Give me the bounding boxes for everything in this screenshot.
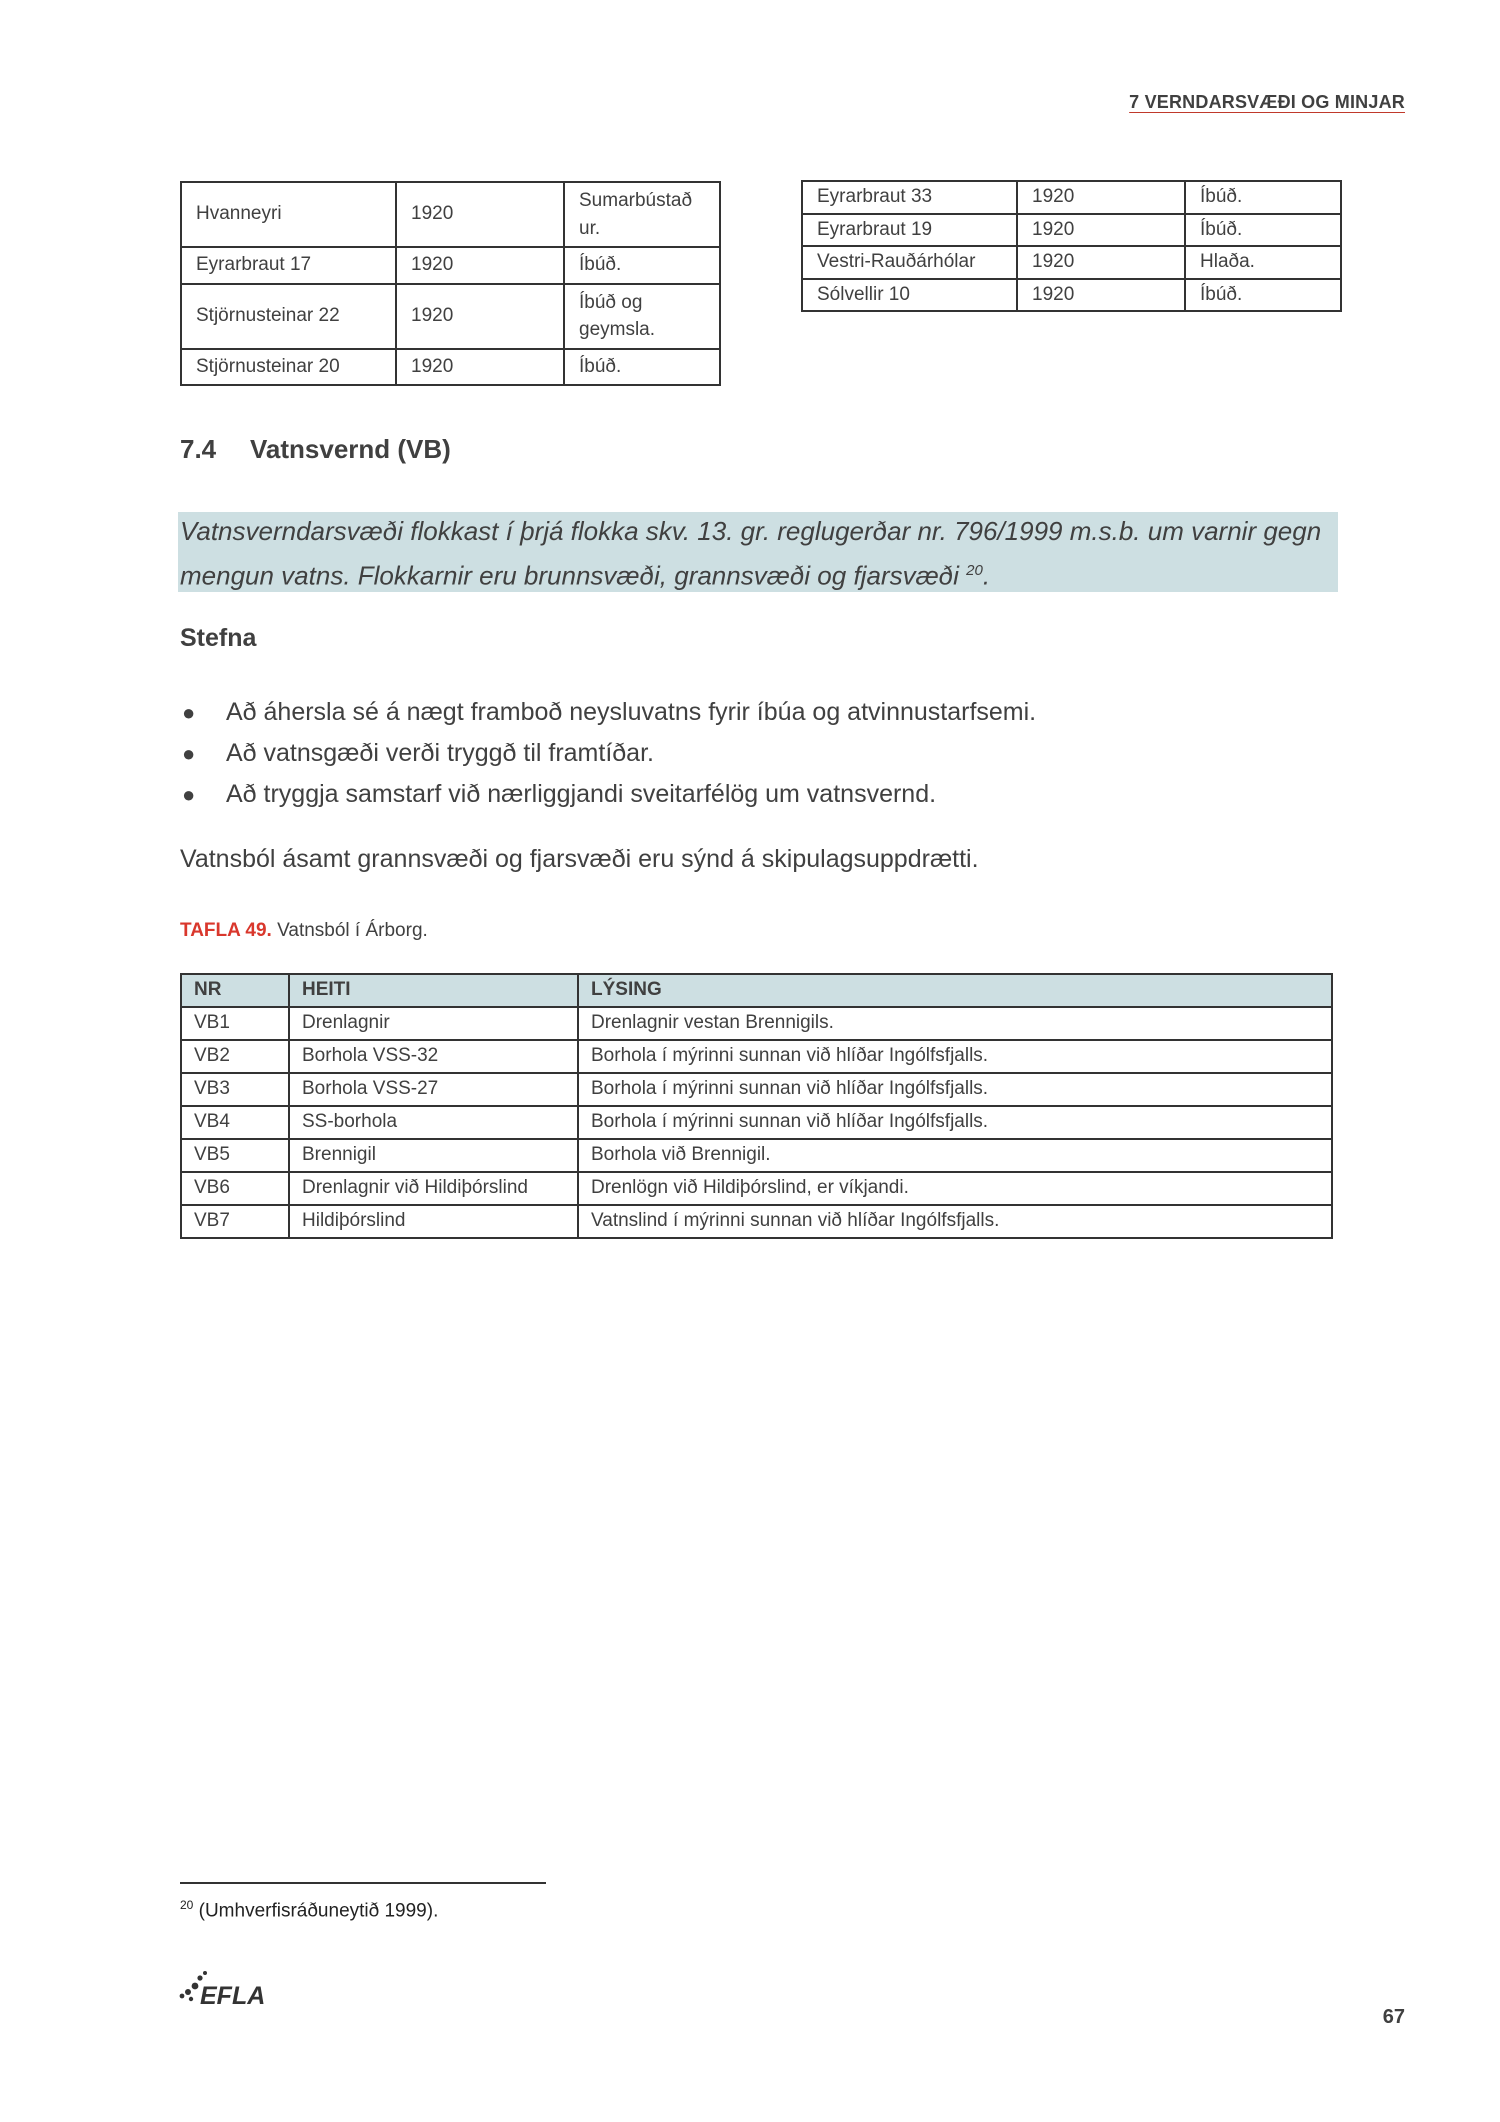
building-year: 1920	[1017, 214, 1185, 247]
logo-text: EFLA	[200, 1982, 266, 2008]
building-year: 1920	[1017, 181, 1185, 214]
building-name: Stjörnusteinar 20	[181, 349, 396, 386]
cell-heiti: Drenlagnir við Hildiþórslind	[289, 1172, 578, 1205]
column-header-heiti: HEITI	[289, 974, 578, 1007]
cell-nr: VB4	[181, 1106, 289, 1139]
highlight-end: .	[982, 560, 991, 591]
list-item	[180, 733, 1036, 774]
page-number: 67	[1382, 2006, 1405, 2028]
list-item	[180, 692, 1036, 733]
cell-lysing: Borhola í mýrinni sunnan við hlíðar Ingólfsfjalls.	[578, 1073, 1332, 1106]
caption-label: TAFLA 49.	[180, 920, 272, 941]
highlight-text: Vatnsverndarsvæði flokkast í þrjá flokka skv. 13. gr. reglugerðar nr. 796/1999 m.s.b. um varnir gegn mengun vatns. Flokkarnir eru brunnsvæði, grannsvæði og fjarsvæði	[180, 516, 1322, 591]
cell-nr: VB7	[181, 1205, 289, 1238]
building-name: Vestri-Rauðárhólar	[802, 246, 1017, 279]
column-header-nr: NR	[181, 974, 289, 1007]
cell-nr: VB3	[181, 1073, 289, 1106]
efla-logo	[178, 1968, 290, 2008]
building-name: Hvanneyri	[181, 182, 396, 247]
buildings-table-right	[801, 180, 1342, 312]
building-use: Sumarbústað ur.	[564, 182, 720, 247]
logo-dot	[189, 1997, 193, 2001]
cell-nr: VB5	[181, 1139, 289, 1172]
caption-text: Vatnsból í Árborg.	[277, 920, 428, 941]
cell-heiti: Borhola VSS-32	[289, 1040, 578, 1073]
table-row	[802, 279, 1341, 312]
column-header-lysing: LÝSING	[578, 974, 1332, 1007]
cell-nr: VB1	[181, 1007, 289, 1040]
water-sources-table	[180, 973, 1333, 1239]
footnote-text: (Umhverfisráðuneytið 1999).	[193, 1900, 439, 1922]
building-name: Eyrarbraut 33	[802, 181, 1017, 214]
table-row	[181, 1139, 1332, 1172]
building-year: 1920	[396, 247, 564, 284]
building-use: Íbúð.	[1185, 214, 1341, 247]
table-row	[181, 247, 720, 284]
table-row	[181, 1106, 1332, 1139]
bullet-icon: ●	[182, 700, 196, 725]
building-name: Eyrarbraut 19	[802, 214, 1017, 247]
chapter-header: 7 VERNDARSVÆÐI OG MINJAR	[1129, 92, 1405, 112]
building-name: Eyrarbraut 17	[181, 247, 396, 284]
list-item-text: Að vatnsgæði verði tryggð til framtíðar.	[226, 739, 654, 767]
building-use: Íbúð.	[564, 247, 720, 284]
table-row	[181, 1007, 1332, 1040]
list-item-text: Að tryggja samstarf við nærliggjandi sveitarfélög um vatnsvernd.	[226, 780, 937, 808]
building-use: Hlaða.	[1185, 246, 1341, 279]
body-paragraph: Vatnsból ásamt grannsvæði og fjarsvæði eru sýnd á skipulagsuppdrætti.	[180, 845, 979, 873]
section-heading	[180, 434, 451, 465]
definition-highlight	[178, 512, 1338, 592]
table-row	[181, 1205, 1332, 1238]
logo-dot	[185, 1989, 191, 1995]
table-row	[181, 182, 720, 247]
cell-lysing: Borhola í mýrinni sunnan við hlíðar Ingólfsfjalls.	[578, 1106, 1332, 1139]
cell-nr: VB2	[181, 1040, 289, 1073]
table-row	[802, 181, 1341, 214]
logo-dot	[180, 1994, 185, 1999]
list-item-text: Að áhersla sé á nægt framboð neysluvatns fyrir íbúa og atvinnustarfsemi.	[226, 698, 1037, 726]
table-row	[181, 1073, 1332, 1106]
section-number: 7.4	[180, 434, 217, 464]
bullet-icon: ●	[182, 741, 196, 766]
cell-heiti: SS-borhola	[289, 1106, 578, 1139]
cell-lysing: Borhola í mýrinni sunnan við hlíðar Ingólfsfjalls.	[578, 1040, 1332, 1073]
buildings-table-left	[180, 181, 721, 386]
building-name: Stjörnusteinar 22	[181, 284, 396, 349]
table-header-row	[181, 974, 1332, 1007]
building-use: Íbúð.	[1185, 181, 1341, 214]
building-year: 1920	[396, 284, 564, 349]
table-row	[802, 246, 1341, 279]
cell-heiti: Borhola VSS-27	[289, 1073, 578, 1106]
policy-list	[180, 692, 1036, 815]
list-item	[180, 774, 1036, 815]
cell-lysing: Vatnslind í mýrinni sunnan við hlíðar Ingólfsfjalls.	[578, 1205, 1332, 1238]
building-name: Sólvellir 10	[802, 279, 1017, 312]
building-year: 1920	[396, 182, 564, 247]
table-caption	[180, 920, 428, 942]
logo-dot	[203, 1971, 207, 1975]
cell-heiti: Brennigil	[289, 1139, 578, 1172]
bullet-icon: ●	[182, 782, 196, 807]
building-year: 1920	[396, 349, 564, 386]
building-use: Íbúð.	[564, 349, 720, 386]
table-row	[181, 284, 720, 349]
footnote	[180, 1898, 438, 1922]
cell-heiti: Drenlagnir	[289, 1007, 578, 1040]
building-use: Íbúð.	[1185, 279, 1341, 312]
footnote-reference[interactable]: 20	[966, 562, 983, 579]
building-use: Íbúð og geymsla.	[564, 284, 720, 349]
cell-nr: VB6	[181, 1172, 289, 1205]
footnote-number: 20	[180, 1898, 194, 1912]
cell-lysing: Borhola við Brennigil.	[578, 1139, 1332, 1172]
table-row	[181, 1172, 1332, 1205]
logo-dot	[192, 1983, 199, 1990]
building-year: 1920	[1017, 279, 1185, 312]
logo-dot	[197, 1975, 202, 1980]
cell-heiti: Hildiþórslind	[289, 1205, 578, 1238]
cell-lysing: Drenlagnir vestan Brennigils.	[578, 1007, 1332, 1040]
policy-heading: Stefna	[180, 624, 257, 652]
footnote-separator	[180, 1882, 546, 1884]
section-title: Vatnsvernd (VB)	[250, 434, 451, 464]
table-row	[802, 214, 1341, 247]
building-year: 1920	[1017, 246, 1185, 279]
cell-lysing: Drenlögn við Hildiþórslind, er víkjandi.	[578, 1172, 1332, 1205]
table-row	[181, 349, 720, 386]
table-row	[181, 1040, 1332, 1073]
